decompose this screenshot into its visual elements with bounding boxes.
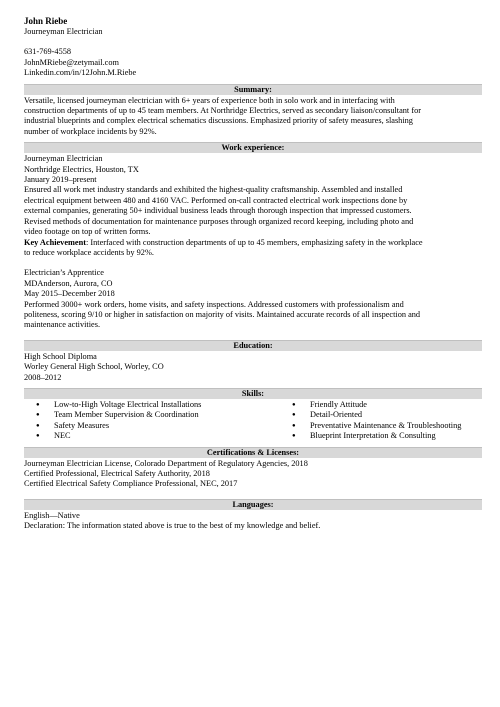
key-achievement — [24, 238, 482, 248]
language-item: English—Native — [24, 510, 80, 520]
phone-number: 631-769-4558 — [24, 47, 72, 57]
job-dates: May 2015–December 2018 — [24, 289, 115, 299]
experience-section — [24, 142, 482, 331]
job-title: Electrician’s Apprentice — [24, 268, 104, 278]
summary-line: number of workplace incidents by 92%. — [24, 126, 157, 136]
declaration-text: Declaration: The information stated above is true to the best of my knowledge and belief. — [24, 521, 321, 531]
skill-item: ● Friendly Attitude — [280, 400, 480, 410]
certifications-section — [24, 447, 482, 490]
education-school: Worley General High School, Worley, CO — [24, 362, 164, 372]
key-achievement-label: Key Achievement — [24, 237, 86, 247]
job-entry — [24, 154, 482, 258]
education-degree: High School Diploma — [24, 351, 97, 361]
certification-item: Journeyman Electrician License, Colorado Department of Regulatory Agencies, 2018 — [24, 458, 308, 468]
job-description-line: Revised methods of documentation for maintenance purposes through organized record keeping, including photo and — [24, 216, 414, 226]
education-heading: Education: — [24, 340, 482, 351]
skill-item: ● Preventative Maintenance & Troubleshooting — [280, 421, 480, 431]
skills-section — [24, 388, 482, 442]
job-description-line: maintenance activities. — [24, 320, 101, 330]
job-description-line: electrical equipment between 480 and 4160 VAC. Performed on-call contracted electrical work inspections done by — [24, 195, 408, 205]
skills-column-left — [24, 400, 280, 442]
job-company: Northridge Electrics, Houston, TX — [24, 164, 139, 174]
summary-section — [24, 84, 482, 138]
skill-item: ● Safety Measures — [24, 421, 280, 431]
job-dates: January 2019–present — [24, 175, 97, 185]
job-title: Journeyman Electrician — [24, 154, 103, 164]
certification-item: Certified Electrical Safety Compliance Professional, NEC, 2017 — [24, 479, 238, 489]
resume-page — [24, 16, 482, 532]
skills-column-right — [280, 400, 480, 442]
job-description-line: external companies, generating 50+ individual business leads through thorough inspection that impressed customers. — [24, 206, 412, 216]
skill-item: ● NEC — [24, 431, 280, 441]
experience-heading: Work experience: — [24, 142, 482, 153]
skill-item: ● Blueprint Interpretation & Consulting — [280, 431, 480, 441]
job-description-line: video footage on top of written forms. — [24, 227, 151, 237]
skill-item: ● Team Member Supervision & Coordination — [24, 410, 280, 420]
certification-item: Certified Professional, Electrical Safety Authority, 2018 — [24, 469, 210, 478]
summary-line: Versatile, licensed journeyman electrician with 6+ years of experience both in solo work and in interfacing with — [24, 95, 395, 105]
skill-item: ● Low-to-High Voltage Electrical Installations — [24, 400, 280, 410]
job-description-line: politeness, scoring 9/10 or higher in satisfaction on majority of visits. Maintained accurate records of all inspection and — [24, 309, 421, 319]
certifications-heading: Certifications & Licenses: — [24, 447, 482, 458]
resume-header — [24, 16, 482, 79]
candidate-title: Journeyman Electrician — [24, 27, 103, 36]
email-address: JohnMRiebe@zetymail.com — [24, 57, 119, 67]
summary-heading: Summary: — [24, 84, 482, 95]
education-dates: 2008–2012 — [24, 372, 62, 382]
candidate-name: John Riebe — [24, 16, 68, 26]
job-description-line: Ensured all work met industry standards and exhibited the highest-quality craftsmanship. Assembled and installed — [24, 185, 403, 195]
languages-section — [24, 499, 482, 532]
key-achievement-text: : Interfaced with construction departments of up to 45 members, emphasizing safety in the workplace — [85, 237, 423, 247]
education-section — [24, 340, 482, 383]
job-company: MDAnderson, Aurora, CO — [24, 278, 113, 288]
skills-heading: Skills: — [24, 388, 482, 399]
languages-heading: Languages: — [24, 499, 482, 510]
key-achievement-text-cont: to reduce workplace accidents by 92%. — [24, 247, 154, 257]
job-entry — [24, 268, 482, 330]
skills-list — [24, 400, 482, 442]
skill-item: ● Detail-Oriented — [280, 410, 480, 420]
linkedin-url: Linkedin.com/in/12John.M.Riebe — [24, 68, 137, 78]
job-description-line: Performed 3000+ work orders, home visits, and safety inspections. Addressed customers with professionalism and — [24, 299, 404, 309]
summary-text — [24, 96, 482, 138]
summary-line: construction departments of up to 45 team members. At Northridge Electrics, served as secondary liaison/consultant for — [24, 106, 421, 116]
summary-line: industrial blueprints and complex electrical schematics discussions. Emphasized priority of safety measures, slashing — [24, 116, 413, 126]
